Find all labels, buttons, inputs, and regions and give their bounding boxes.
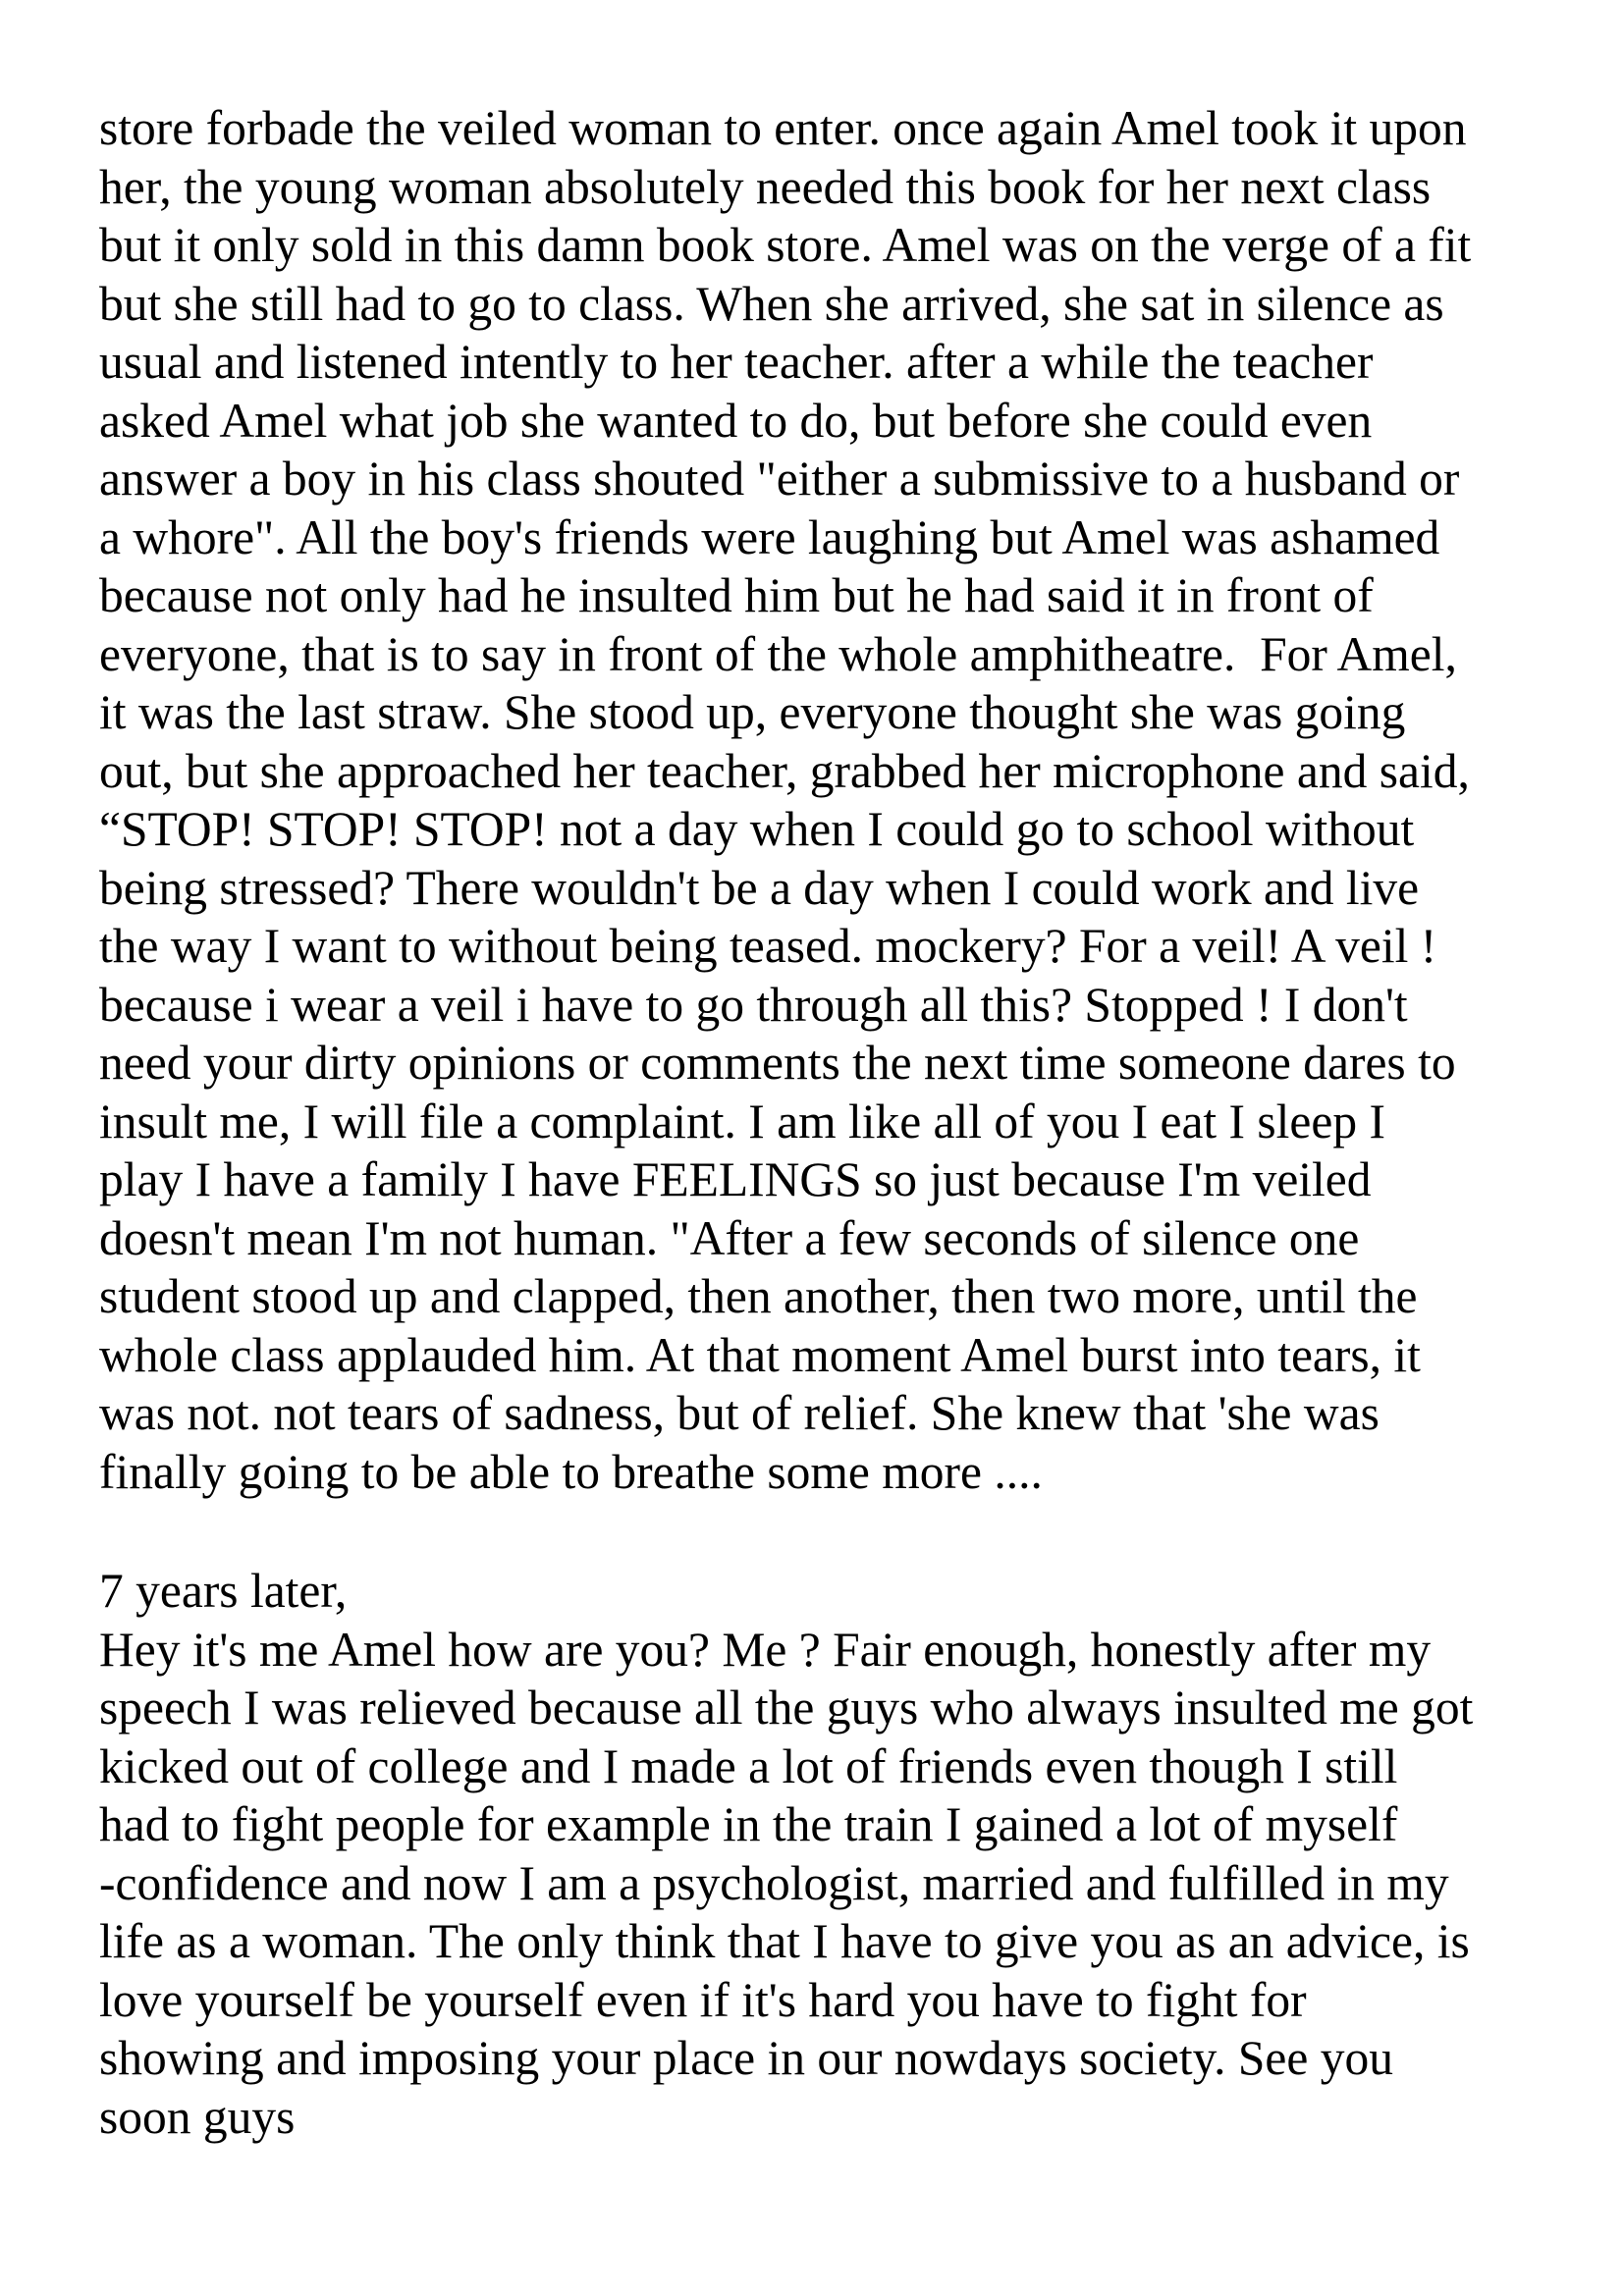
text-line: kicked out of college and I made a lot of friends even though I still <box>99 1738 1398 1793</box>
paragraph-story-speech <box>99 99 1572 1501</box>
text-line: a whore". All the boy's friends were laughing but Amel was ashamed <box>99 509 1440 564</box>
text-line: need your dirty opinions or comments the next time someone dares to <box>99 1036 1456 1090</box>
text-line: asked Amel what job she wanted to do, but before she could even <box>99 393 1373 448</box>
paragraph-seven-years-later <box>99 1562 1572 2146</box>
text-line: play I have a family I have FEELINGS so just because I'm veiled <box>99 1152 1372 1206</box>
text-line: answer a boy in his class shouted "either a submissive to a husband or <box>99 452 1460 506</box>
text-line: “STOP! STOP! STOP! not a day when I could go to school without <box>99 802 1415 856</box>
text-line: whole class applauded him. At that moment Amel burst into tears, it <box>99 1327 1421 1382</box>
text-line: Hey it's me Amel how are you? Me ? Fair enough, honestly after my <box>99 1622 1432 1677</box>
text-line: finally going to be able to breathe some more .... <box>99 1444 1043 1499</box>
text-line: out, but she approached her teacher, grabbed her microphone and said, <box>99 743 1470 798</box>
text-line: usual and listened intently to her teacher. after a while the teacher <box>99 335 1374 389</box>
text-line: it was the last straw. She stood up, everyone thought she was going <box>99 685 1406 739</box>
text-line: had to fight people for example in the train I gained a lot of myself <box>99 1797 1398 1851</box>
text-line: was not. not tears of sadness, but of relief. She knew that 'she was <box>99 1386 1380 1440</box>
text-line: doesn't mean I'm not human. "After a few seconds of silence one <box>99 1210 1360 1265</box>
text-line: speech I was relieved because all the guys who always insulted me got <box>99 1681 1474 1735</box>
text-line: love yourself be yourself even if it's hard you have to fight for <box>99 1972 1307 2027</box>
section-heading-line: 7 years later, <box>99 1564 348 1618</box>
text-line: her, the young woman absolutely needed this book for her next class <box>99 159 1432 214</box>
text-line: everyone, that is to say in front of the whole amphitheatre. For Amel, <box>99 626 1457 681</box>
text-line: being stressed? There wouldn't be a day when I could work and live <box>99 860 1420 915</box>
text-line: because i wear a veil i have to go through all this? Stopped ! I don't <box>99 977 1408 1032</box>
text-line: soon guys <box>99 2089 296 2144</box>
text-line: life as a woman. The only think that I have to give you as an advice, is <box>99 1914 1470 1968</box>
text-line: showing and imposing your place in our nowdays society. See you <box>99 2031 1393 2085</box>
text-line: the way I want to without being teased. mockery? For a veil! A veil ! <box>99 919 1437 973</box>
text-line: but she still had to go to class. When she arrived, she sat in silence as <box>99 276 1444 331</box>
text-line: because not only had he insulted him but he had said it in front of <box>99 568 1374 622</box>
text-line: store forbade the veiled woman to enter. once again Amel took it upon <box>99 101 1467 155</box>
text-line: student stood up and clapped, then another, then two more, until the <box>99 1269 1418 1323</box>
text-line: but it only sold in this damn book store. Amel was on the verge of a fit <box>99 218 1472 272</box>
text-line: -confidence and now I am a psychologist, married and fulfilled in my <box>99 1855 1449 1910</box>
text-line: insult me, I will file a complaint. I am like all of you I eat I sleep I <box>99 1094 1385 1148</box>
